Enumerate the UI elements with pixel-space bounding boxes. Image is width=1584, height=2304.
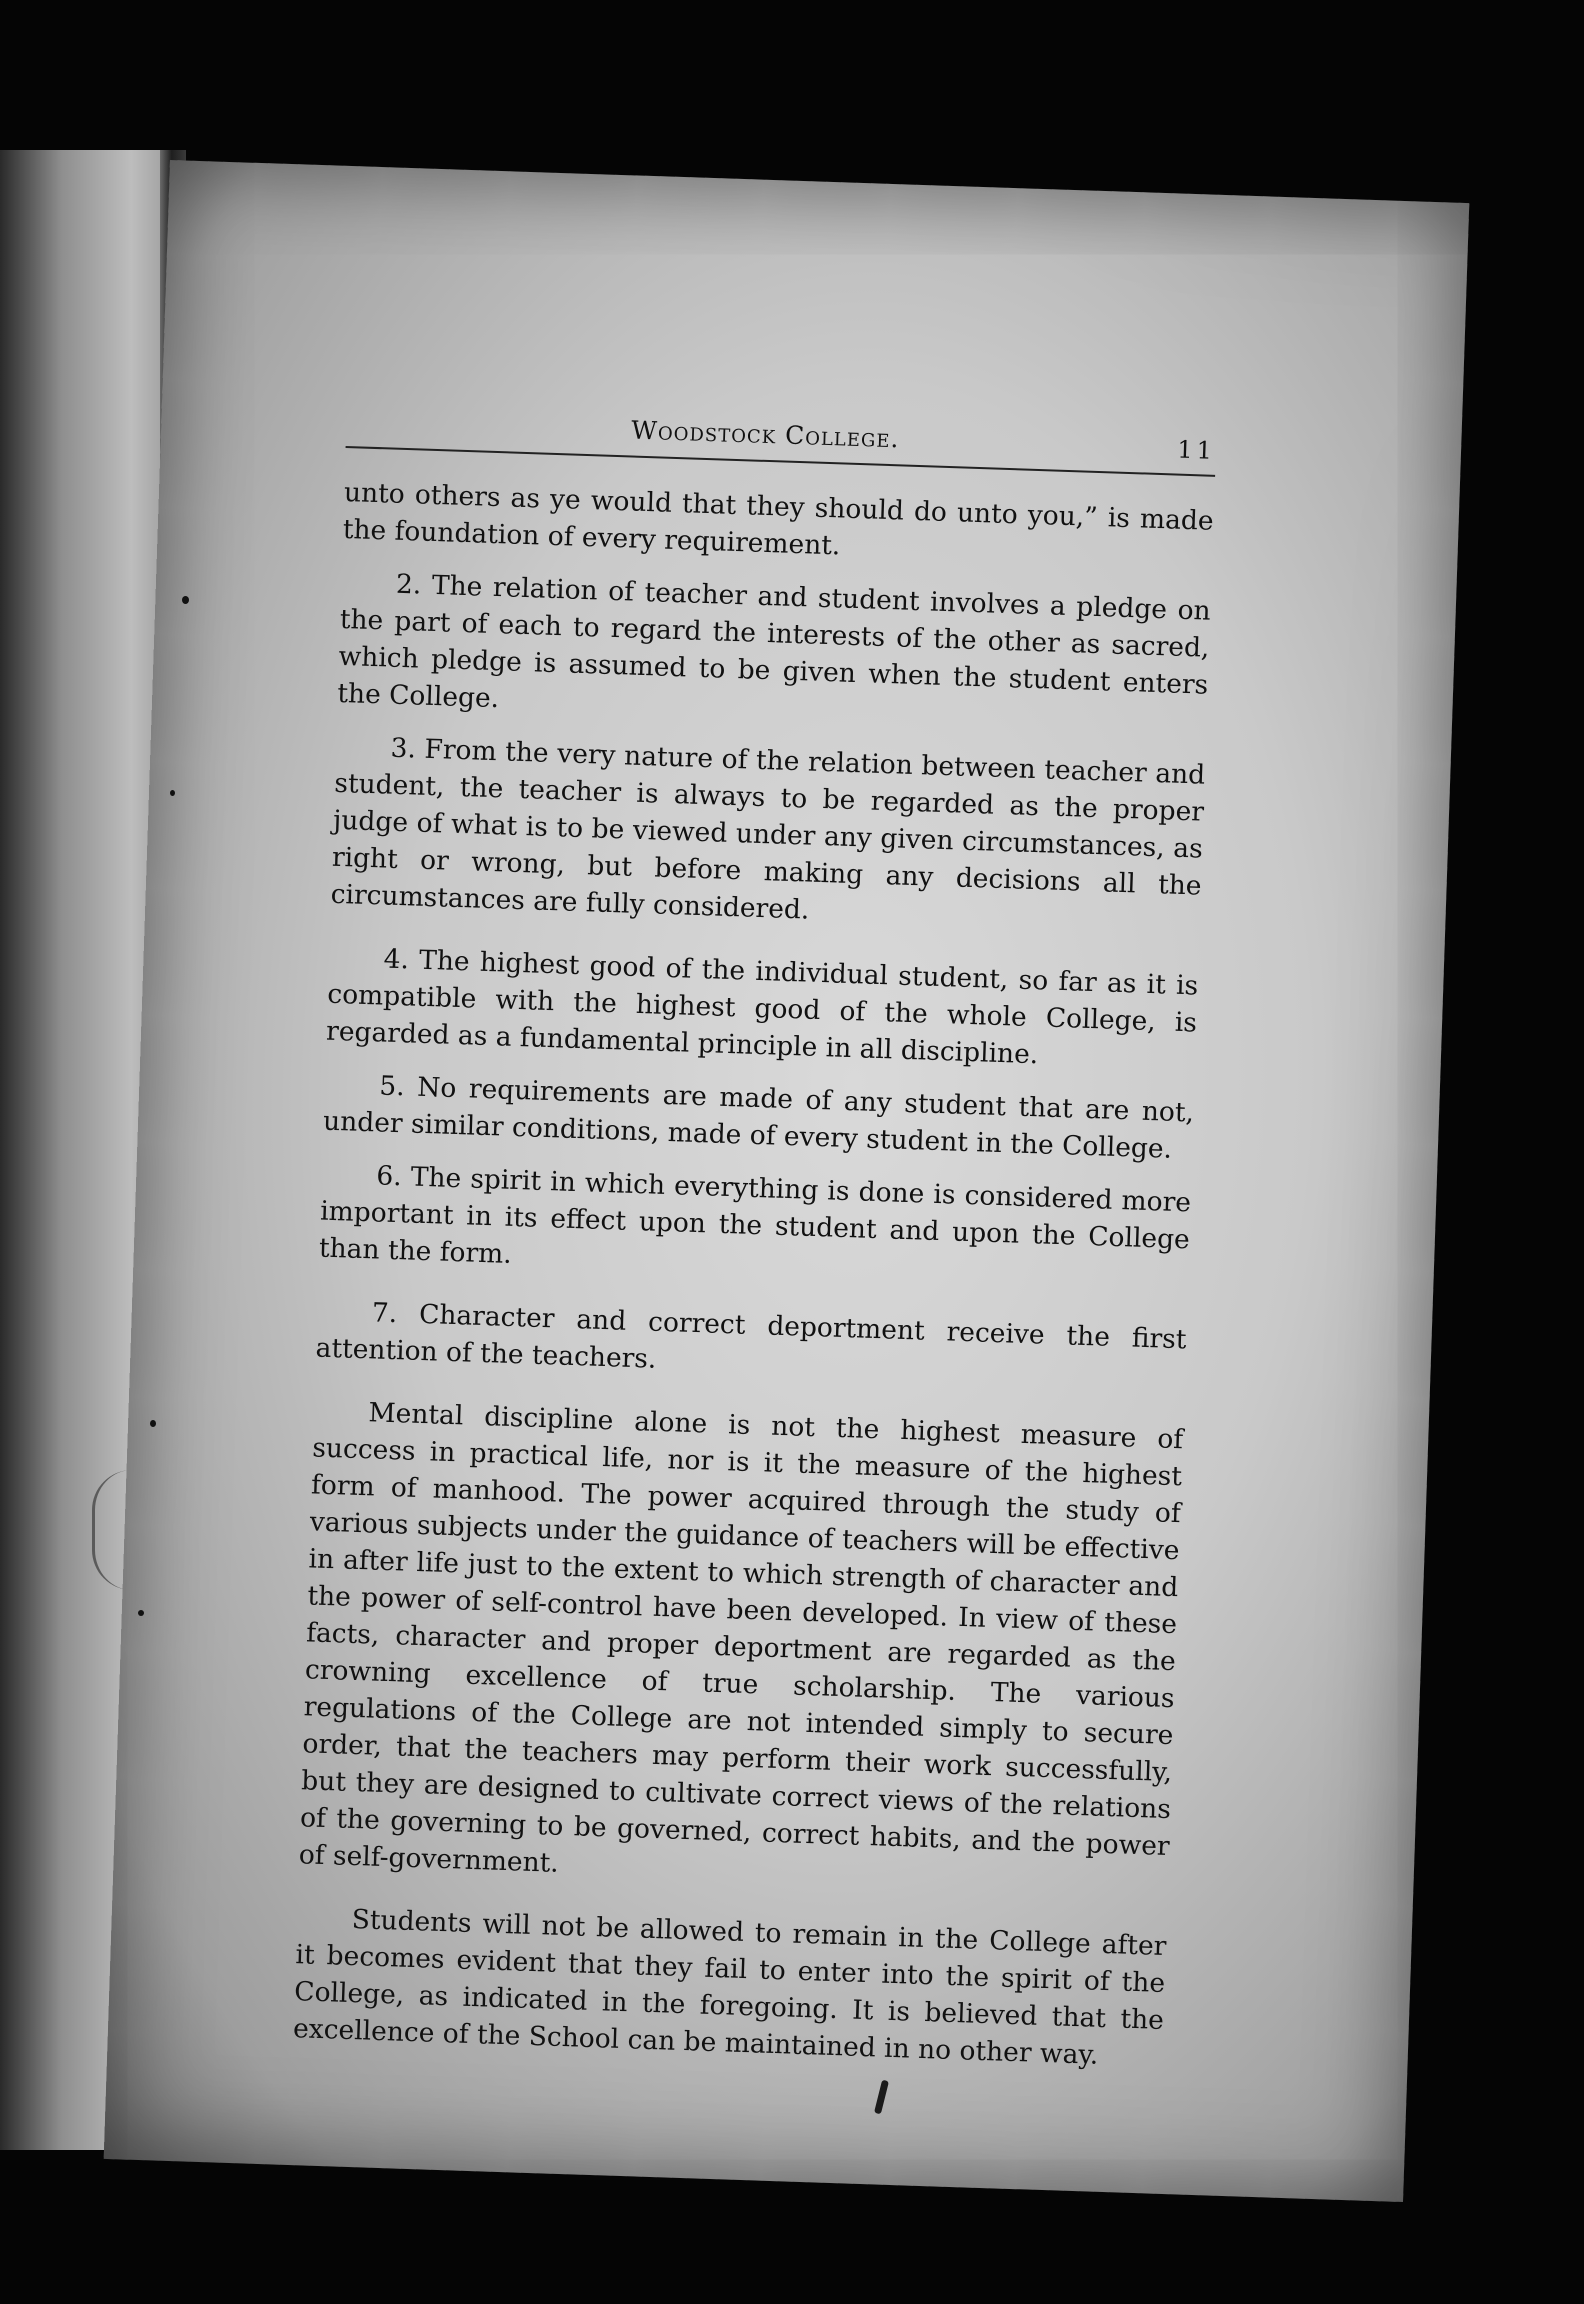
running-title: Woodstock College. (630, 415, 900, 454)
running-head (346, 406, 1217, 477)
page-content (292, 406, 1216, 2092)
rule-2-paragraph: 2. The relation of teacher and student involves a pledge on the part of each to regard the interests of the other as sacred, which pledge is assumed to be given when the student enters the College. (336, 568, 1212, 715)
paragraph-continuation: unto others as ye would that they should do unto you,” is made the foundation of every requirement. (342, 476, 1215, 562)
students-paragraph: Students will not be allowed to remain in the College after it becomes evident that they fail to enter into the spirit of the College, as indicated in the foregoing. It is believed that the excellence of the School can be maintained in no other way. (292, 1904, 1167, 2071)
rule-3-paragraph: 3. From the very nature of the relation between teacher and student, the teacher is always to be regarded as the proper judge of what is to be viewed under any given circumstances, as right or wrong, but before making any decisions all the circumstances are fully considered. (330, 732, 1206, 926)
mental-discipline-paragraph: Mental discipline alone is not the highest measure of success in practical life, nor is it the measure of the highest form of manhood. The power acquired through the study of various subjects under the guidance of teachers will be effective in after life just to the extent to which strength of character and the power of self-control have been developed. In view of these facts, character and proper deportment are regarded as the crowning excellence of true scholarship. The various regulations of the College are not intended simply to secure order, that the teachers may perform their work successfully, but they are designed to cultivate correct views of the relations of the governing to be governed, correct habits, and the power of self-government. (298, 1397, 1184, 1879)
rule-6-paragraph: 6. The spirit in which everything is done is considered more important in its effect upon the student and upon the College than the form. (318, 1160, 1192, 1270)
page-number: 11 (1176, 435, 1217, 465)
rule-4-paragraph: 4. The highest good of the individual student, so far as it is compatible with the highest good of the whole College, is regarded as a fundamental principle in all discipline. (325, 943, 1199, 1071)
dust-speck (170, 790, 175, 796)
dust-speck (182, 596, 189, 604)
dust-speck (138, 1610, 144, 1616)
dust-speck (150, 1420, 156, 1427)
rule-5-paragraph: 5. No requirements are made of any student that are not, under similar conditions, made of every student in the College. (322, 1070, 1195, 1165)
rule-7-paragraph: 7. Character and correct deportment receive the first attention of the teachers. (315, 1297, 1187, 1375)
page-sheet (104, 160, 1470, 2202)
